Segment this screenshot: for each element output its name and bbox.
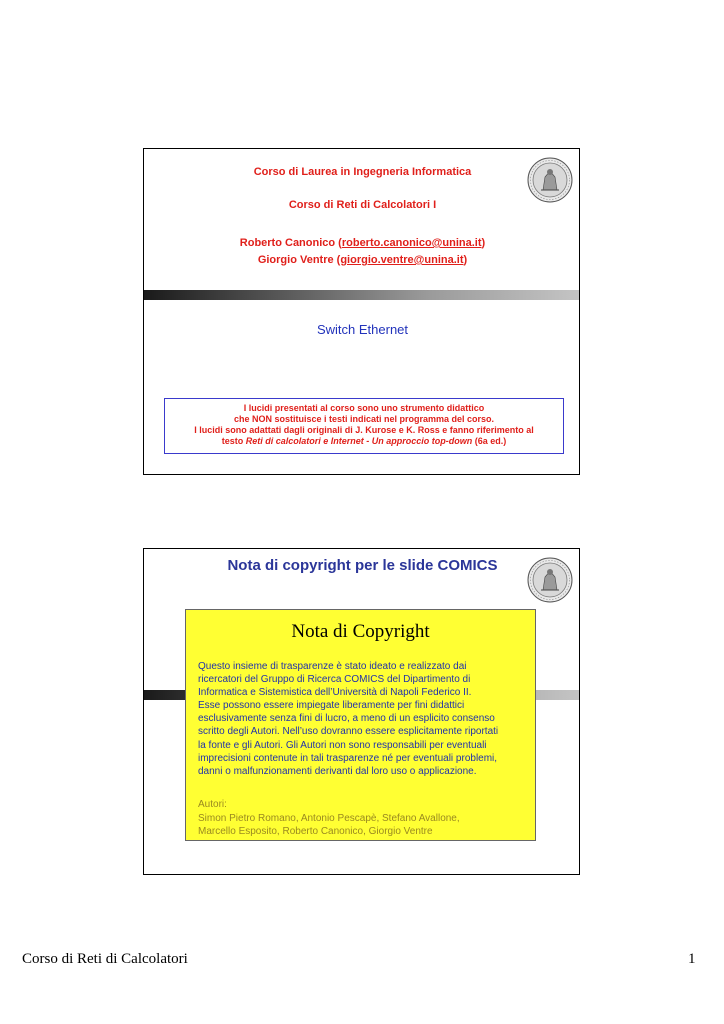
copyright-line: Questo insieme di trasparenze è stato ideato e realizzato dai [198,661,467,672]
author1-close: ) [481,237,486,249]
author1-name: Roberto Canonico ( [239,237,342,249]
notice-line-2: che NON sostituisce i testi indicati nel programma del corso. [233,414,495,424]
copyright-box-title: Nota di Copyright [291,621,430,642]
page-number: 1 [688,951,696,967]
author-line-2 [144,254,580,266]
footer-course: Corso di Reti di Calcolatori [22,951,188,967]
slide-title: Nota di copyright per le slide COMICS [227,557,498,574]
authors-block [198,798,528,839]
copyright-body [198,660,528,778]
slide-copyright [143,548,580,875]
authors-line-1: Simon Pietro Romano, Antonio Pescapè, Stefano Avallone, [198,812,460,824]
slide-topic: Switch Ethernet [316,322,409,337]
degree-program: Corso di Laurea in Ingegneria Informatica [253,166,472,178]
copyright-line: ricercatori del Gruppo di Ricerca COMICS del Dipartimento di [198,674,471,686]
slide-title-page [143,148,580,475]
notice-line-3: I lucidi sono adattati dagli originali di J. Kurose e K. Ross e fanno riferimento al [194,425,534,435]
copyright-line: imprecisioni contenute in tali trasparenze né per eventuali problemi, [198,752,498,764]
copyright-line: danni o malfunzionamenti derivanti dal loro uso o applicazione. [198,765,477,777]
copyright-line: Informatica e Sistemistica dell’Università di Napoli Federico II. [198,687,472,699]
notice-text-pre: testo [221,436,246,446]
author2-email-link[interactable]: giorgio.ventre@unina.it [340,254,464,266]
author2-name: Giorgio Ventre ( [257,254,341,266]
author2-close: ) [463,254,468,266]
notice-edition: (6a ed.) [472,436,507,446]
copyright-line: la fonte e gli Autori. Gli Autori non sono responsabili per eventuali [198,739,487,751]
authors-label: Autori: [198,799,227,810]
author1-email-link[interactable]: roberto.canonico@unina.it [341,237,482,249]
notice-book-title: Reti di calcolatori e Internet - Un approccio top-down [245,436,473,446]
copyright-box [185,609,536,841]
university-seal-icon [527,157,573,203]
author-line-1 [144,237,580,249]
copyright-line: scritto degli Autori. Nell’uso dovranno essere esplicitamente riportati [198,726,499,738]
notice-line-4 [165,436,563,447]
notice-line-1: I lucidi presentati al corso sono uno strumento didattico [243,403,485,413]
copyright-line: Esse possono essere impiegate liberamente per fini didattici [198,700,465,712]
divider-bar [144,290,579,300]
copyright-line: esclusivamente senza fini di lucro, a meno di un esplicito consenso [198,713,495,725]
authors-line-2: Marcello Esposito, Roberto Canonico, Giorgio Ventre [198,826,433,837]
course-name: Corso di Reti di Calcolatori I [288,199,437,211]
didactic-notice-box [164,398,564,454]
